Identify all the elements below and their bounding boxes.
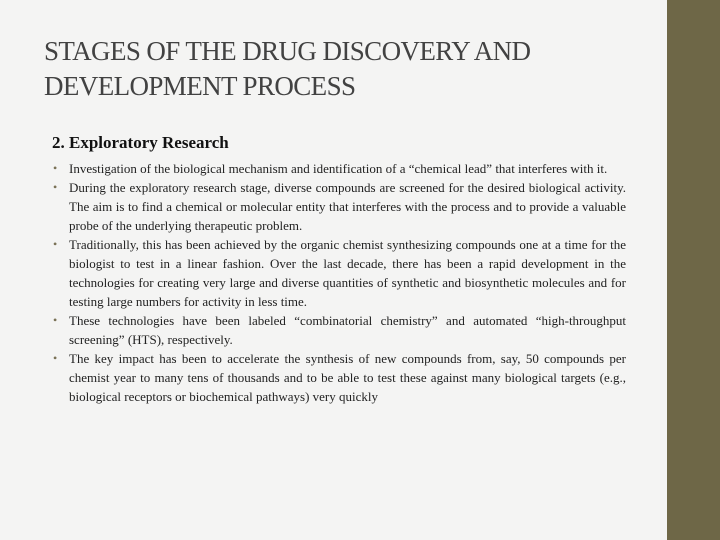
bullet-dot-icon: • [53,180,58,194]
bullet-item [52,349,626,406]
bullet-text: These technologies have been labeled “combinatorial chemistry” and automated “high-throughput screening” (HTS), respectively. [69,313,626,347]
bullet-text: Investigation of the biological mechanism and identification of a “chemical lead” that interferes with it. [69,161,608,176]
accent-sidebar-bar [667,0,720,540]
bullet-list [52,159,626,406]
slide-title: STAGES OF THE DRUG DISCOVERY AND DEVELOPMENT PROCESS [44,36,531,101]
bullet-dot-icon: • [53,313,58,327]
bullet-text: The key impact has been to accelerate the synthesis of new compounds from, say, 50 compounds per chemist year to many tens of thousands and to be able to test these against many biological targets (e.g., biological receptors or biochemical pathways) very quickly [69,351,626,404]
bullet-text: During the exploratory research stage, diverse compounds are screened for the desired biological activity. The aim is to find a chemical or molecular entity that interferes with the process and to provide a valuable probe of the underlying therapeutic problem. [69,180,626,233]
bullet-item [52,235,626,311]
bullet-dot-icon: • [53,237,58,251]
bullet-dot-icon: • [53,351,58,365]
bullet-text: Traditionally, this has been achieved by the organic chemist synthesizing compounds one at a time for the biologist to test in a linear fashion. Over the last decade, there has been a rapid development in the technologies for creating very large and diverse quantities of synthetic and biosynthetic molecules and for testing large numbers for activity in less time. [69,237,626,309]
bullet-item [52,178,626,235]
bullet-item [52,311,626,349]
section-heading: 2. Exploratory Research [52,133,229,152]
bullet-dot-icon: • [53,161,58,175]
bullet-item [52,159,626,178]
